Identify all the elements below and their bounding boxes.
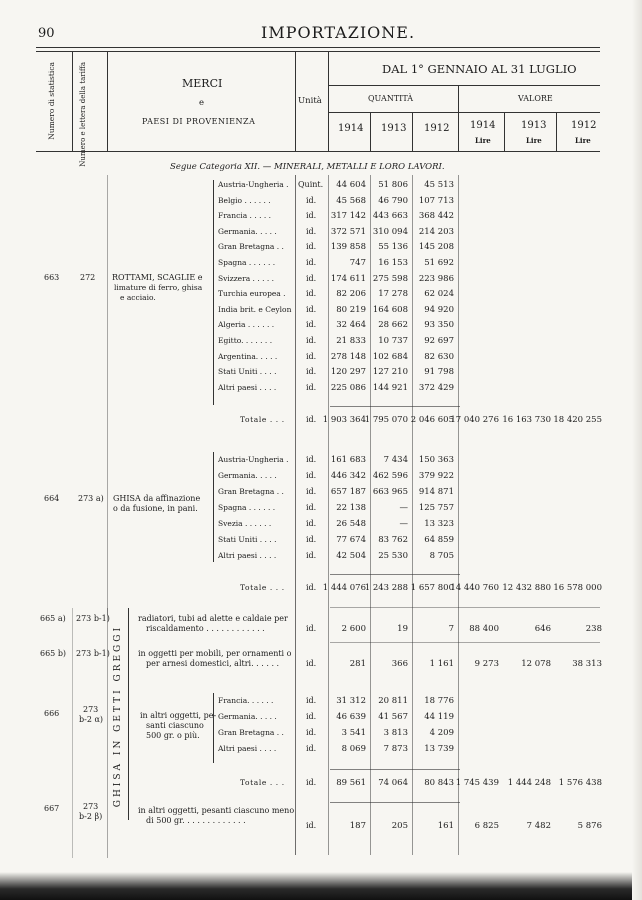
row-rule: [330, 642, 600, 643]
year-v-1912: 1912: [571, 120, 597, 131]
qty-1912: 372 429: [418, 382, 454, 393]
lire-1914: Lire: [475, 136, 491, 145]
tariff-number: 273: [83, 802, 99, 811]
stat-number: 664: [44, 494, 60, 503]
tariff-number: 273 b-1): [76, 649, 110, 658]
qty-1914: 174 611: [330, 273, 366, 284]
desc-line: radiatori, tubi ad alette e caldaie per: [138, 614, 288, 623]
qty-1914: 187: [349, 821, 366, 831]
unit-cell: id.: [306, 304, 317, 314]
qty-1914: 26 548: [336, 519, 366, 529]
qty-1914: 747: [349, 258, 366, 268]
country-cell: Gran Bretagna . .: [218, 487, 284, 496]
row-rule: [330, 607, 600, 608]
country-cell: Gran Bretagna . .: [218, 728, 284, 737]
total-val-1913: 1 444 248: [507, 778, 551, 788]
qty-1913: 144 921: [372, 382, 408, 393]
qty-1912: 7: [448, 624, 454, 634]
qty-1914: 657 187: [330, 487, 366, 497]
val-1913: 12 078: [521, 659, 551, 669]
ghisa-getti-label: GHISA IN GETTI GREGGI: [113, 625, 123, 808]
desc-line: in oggetti per mobili, per ornamenti o: [138, 649, 292, 658]
country-cell: Argentina. . . . .: [218, 351, 278, 361]
desc-line: 500 gr. o più.: [146, 731, 200, 740]
qty-1913: 7 434: [383, 455, 408, 465]
qty-1913: 83 762: [378, 535, 408, 545]
total-rule: [330, 769, 460, 770]
total-qty-1912: 80 843: [424, 778, 454, 788]
country-cell: Belgio . . . . . .: [218, 195, 271, 205]
total-label: Totale . . .: [240, 778, 285, 787]
total-val-1914: 17 040 276: [450, 415, 499, 425]
qty-1914: 80 219: [336, 304, 366, 315]
unit-cell: id.: [306, 273, 317, 283]
unit-cell: id.: [306, 519, 317, 528]
unit-cell: id.: [306, 535, 317, 544]
total-label: Totale . . .: [240, 583, 285, 592]
qty-1913: —: [399, 519, 408, 529]
qty-1914: 446 342: [330, 471, 366, 481]
unit-cell: id.: [306, 455, 317, 464]
total-label: Totale . . .: [240, 415, 285, 424]
tariff-number: 272: [80, 273, 96, 282]
stat-number: 666: [44, 709, 60, 718]
val-1912: 5 876: [577, 821, 602, 831]
desc-line: per arnesi domestici, altri. . . . . .: [146, 659, 280, 668]
paesi-header: PAESI DI PROVENIENZA: [142, 117, 256, 126]
tariff-number: 273: [83, 705, 99, 714]
unit-cell: id.: [306, 320, 317, 330]
val-1913: 646: [534, 624, 551, 634]
desc-line: in altri oggetti, pesanti ciascuno meno: [138, 806, 295, 815]
qty-1912: 1 161: [429, 659, 454, 669]
qty-1914: 21 833: [336, 336, 366, 346]
qty-1912: 82 630: [424, 351, 454, 362]
qty-1914: 42 504: [336, 551, 366, 561]
unit-cell: id.: [306, 659, 317, 668]
unit-cell: id.: [306, 778, 317, 787]
unit-cell: id.: [306, 415, 317, 424]
qty-1912: 150 363: [418, 455, 454, 465]
stat-number: 663: [44, 273, 60, 282]
unita-header: Unità: [298, 96, 322, 106]
qty-1914: 32 464: [336, 320, 366, 331]
total-val-1912: 18 420 255: [553, 415, 602, 425]
qty-1913: 663 965: [372, 487, 408, 497]
qty-1913: 3 813: [383, 728, 408, 738]
unit-cell: id.: [306, 821, 317, 830]
country-cell: Austria-Ungheria .: [218, 180, 289, 189]
merce-line: GHISA da affinazione: [113, 494, 201, 503]
qty-1912: 223 986: [418, 273, 454, 284]
stat-number: 665 b): [40, 649, 67, 658]
total-val-1913: 12 432 880: [502, 583, 551, 593]
qty-1912: 107 713: [418, 195, 454, 206]
country-cell: Algeria . . . . . .: [218, 320, 275, 330]
qty-1914: 45 568: [336, 195, 366, 206]
page-title: IMPORTAZIONE.: [261, 23, 416, 42]
col-stat-header: Numero di statistica: [47, 62, 56, 140]
unit-cell: id.: [306, 583, 317, 592]
page-right-edge: [632, 0, 642, 900]
year-v-1914: 1914: [470, 120, 496, 131]
qty-1913: 7 873: [383, 744, 408, 754]
qty-1913: 28 662: [378, 320, 408, 331]
qty-1914: 120 297: [330, 367, 366, 378]
qty-1914: 31 312: [336, 696, 366, 706]
country-cell: Svizzera . . . . .: [218, 273, 275, 283]
country-cell: Francia . . . . .: [218, 211, 272, 221]
qty-1912: 62 024: [424, 289, 454, 300]
qty-1912: 93 350: [424, 320, 454, 331]
qty-1913: 205: [391, 821, 408, 831]
stat-number: 665 a): [40, 614, 66, 623]
merce-line: o da fusione, in pani.: [113, 504, 198, 513]
country-cell: Spagna . . . . . .: [218, 258, 276, 267]
qty-1913: 462 596: [372, 471, 408, 481]
country-cell: Stati Uniti . . . .: [218, 535, 277, 544]
qty-1913: 443 663: [372, 211, 408, 222]
qty-1912: 64 859: [424, 535, 454, 545]
qty-1912: 4 209: [429, 728, 454, 738]
qty-1913: 164 608: [372, 304, 408, 315]
country-cell: Gran Bretagna . .: [218, 242, 284, 252]
qty-1913: —: [399, 503, 408, 513]
tariff-number: b-2 α): [79, 715, 103, 724]
qty-1912: 125 757: [418, 503, 454, 513]
year-q-1914: 1914: [338, 123, 364, 134]
total-qty-1913: 1 795 070: [364, 415, 408, 425]
qty-1914: 161 683: [330, 455, 366, 465]
unit-cell: id.: [306, 503, 317, 512]
page-number: 90: [38, 26, 55, 41]
unit-cell: id.: [306, 226, 317, 236]
qty-1914: 2 600: [341, 624, 366, 634]
total-val-1914: 14 440 760: [450, 583, 499, 593]
qty-1914: 8 069: [341, 744, 366, 754]
total-qty-1914: 89 561: [336, 778, 366, 788]
country-cell: Turchia europea .: [218, 289, 286, 299]
qty-1912: 92 697: [424, 336, 454, 346]
total-val-1914: 1 745 439: [455, 778, 499, 788]
country-cell: Altri paesi . . . .: [218, 551, 277, 560]
country-cell: India brit. e Ceylon: [218, 304, 292, 314]
qty-1913: 366: [391, 659, 408, 669]
qty-1912: 914 871: [418, 487, 454, 497]
unit-cell: id.: [306, 696, 317, 705]
total-qty-1913: 1 243 288: [364, 583, 408, 593]
merci-header: MERCI: [182, 77, 223, 90]
year-v-1913: 1913: [521, 120, 547, 131]
qty-1914: 278 148: [330, 351, 366, 362]
page-binding-edge: [0, 872, 642, 900]
country-cell: Germania. . . . .: [218, 712, 277, 721]
qty-1913: 46 790: [378, 195, 408, 206]
val-1914: 6 825: [474, 821, 499, 831]
qty-1912: 18 776: [424, 696, 454, 706]
qty-1913: 10 737: [378, 336, 408, 346]
merce-line: limature di ferro, ghisa: [114, 283, 203, 292]
qty-1912: 368 442: [418, 211, 454, 222]
desc-line: riscaldamento . . . . . . . . . . . .: [146, 624, 265, 633]
unit-cell: id.: [306, 336, 317, 345]
desc-line: di 500 gr. . . . . . . . . . . . .: [146, 816, 246, 825]
qty-1913: 102 684: [372, 351, 408, 362]
qty-1912: 45 513: [424, 180, 454, 190]
qty-1914: 372 571: [330, 226, 366, 237]
year-q-1912: 1912: [424, 123, 450, 134]
total-val-1913: 16 163 730: [502, 415, 551, 425]
qty-1913: 51 806: [378, 180, 408, 190]
country-cell: Altri paesi . . . .: [218, 382, 277, 392]
tariff-number: 273 a): [78, 494, 104, 503]
unit-cell: id.: [306, 242, 317, 252]
qty-1913: 55 136: [378, 242, 408, 253]
country-cell: Altri paesi . . . .: [218, 744, 277, 753]
qty-1912: 44 119: [424, 712, 454, 722]
country-cell: Germania. . . . .: [218, 226, 277, 236]
qty-1914: 317 142: [330, 211, 366, 222]
unit-cell: id.: [306, 712, 317, 721]
qty-1914: 22 138: [336, 503, 366, 513]
val-1912: 38 313: [572, 659, 602, 669]
unit-cell: id.: [306, 382, 317, 392]
qty-1912: 13 323: [424, 519, 454, 529]
qty-1912: 8 705: [429, 551, 454, 561]
qty-1913: 20 811: [378, 696, 408, 706]
total-val-1912: 1 576 438: [558, 778, 602, 788]
qty-1912: 161: [437, 821, 454, 831]
qty-1914: 44 604: [336, 180, 366, 190]
tariff-number: b-2 β): [79, 812, 103, 821]
qty-1912: 94 920: [424, 304, 454, 315]
val-1914: 9 273: [474, 659, 499, 669]
val-1912: 238: [585, 624, 602, 634]
country-cell: Germania. . . . .: [218, 471, 277, 480]
qty-1914: 281: [349, 659, 366, 669]
qty-1913: 17 278: [378, 289, 408, 300]
period-header: DAL 1° GENNAIO AL 31 LUGLIO: [382, 62, 577, 76]
qty-1914: 77 674: [336, 535, 366, 545]
unit-cell: id.: [306, 551, 317, 560]
unit-cell: id.: [306, 744, 317, 753]
qty-1912: 91 798: [424, 367, 454, 378]
qty-1913: 127 210: [372, 367, 408, 378]
unit-cell: id.: [306, 624, 317, 633]
unit-cell: id.: [306, 728, 317, 737]
valore-header: VALORE: [518, 94, 553, 103]
val-1914: 88 400: [469, 624, 499, 634]
unit-cell: id.: [306, 471, 317, 480]
qty-1913: 310 094: [372, 226, 408, 237]
qty-1913: 25 530: [378, 551, 408, 561]
qty-1912: 13 739: [424, 744, 454, 754]
qty-1913: 41 567: [378, 712, 408, 722]
country-cell: Spagna . . . . . .: [218, 503, 276, 512]
country-cell: Austria-Ungheria .: [218, 455, 289, 464]
total-qty-1912: 1 657 800: [410, 583, 454, 593]
tariff-number: 273 b-1): [76, 614, 110, 623]
qty-1914: 225 086: [330, 382, 366, 393]
merce-line: ROTTAMI, SCAGLIE e: [112, 273, 203, 282]
category-subtitle: Segue Categoria XII. — MINERALI, METALLI E LORO LAVORI.: [170, 162, 445, 172]
total-qty-1914: 1 903 364: [322, 415, 366, 425]
qty-1912: 51 692: [424, 258, 454, 268]
qty-1913: 16 153: [378, 258, 408, 268]
unit-cell: id.: [306, 351, 317, 361]
qty-1913: 19: [397, 624, 408, 634]
unit-cell: Quint.: [298, 180, 324, 189]
country-cell: Egitto. . . . . . .: [218, 336, 273, 345]
lire-1913: Lire: [526, 136, 542, 145]
total-qty-1914: 1 444 076: [322, 583, 366, 593]
unit-cell: id.: [306, 195, 317, 205]
total-rule: [330, 406, 460, 407]
qty-1914: 46 639: [336, 712, 366, 722]
e-header: e: [199, 98, 205, 108]
country-cell: Francia. . . . . .: [218, 696, 274, 705]
desc-line: in altri oggetti, pe-: [140, 711, 217, 720]
unit-cell: id.: [306, 289, 317, 299]
total-val-1912: 16 578 000: [553, 583, 602, 593]
quantita-header: QUANTITÀ: [368, 94, 414, 103]
qty-1912: 214 203: [418, 226, 454, 237]
unit-cell: id.: [306, 487, 317, 496]
qty-1914: 139 858: [330, 242, 366, 253]
total-qty-1912: 2 046 605: [410, 415, 454, 425]
qty-1912: 145 208: [418, 242, 454, 253]
lire-1912: Lire: [575, 136, 591, 145]
year-q-1913: 1913: [381, 123, 407, 134]
total-qty-1913: 74 064: [378, 778, 408, 788]
col-tariff-header: Numero e lettera della tariffa: [79, 62, 87, 167]
desc-line: santi ciascuno: [146, 721, 204, 730]
unit-cell: id.: [306, 211, 317, 221]
val-1913: 7 482: [526, 821, 551, 831]
qty-1914: 3 541: [341, 728, 366, 738]
country-cell: Svezia . . . . . .: [218, 519, 272, 528]
merce-line: e acciaio.: [120, 293, 156, 302]
unit-cell: id.: [306, 367, 317, 377]
qty-1913: 275 598: [372, 273, 408, 284]
total-rule: [330, 574, 460, 575]
stat-number: 667: [44, 804, 60, 813]
country-cell: Stati Uniti . . . .: [218, 367, 277, 377]
qty-1912: 379 922: [418, 471, 454, 481]
qty-1914: 82 206: [336, 289, 366, 300]
unit-cell: id.: [306, 258, 317, 267]
